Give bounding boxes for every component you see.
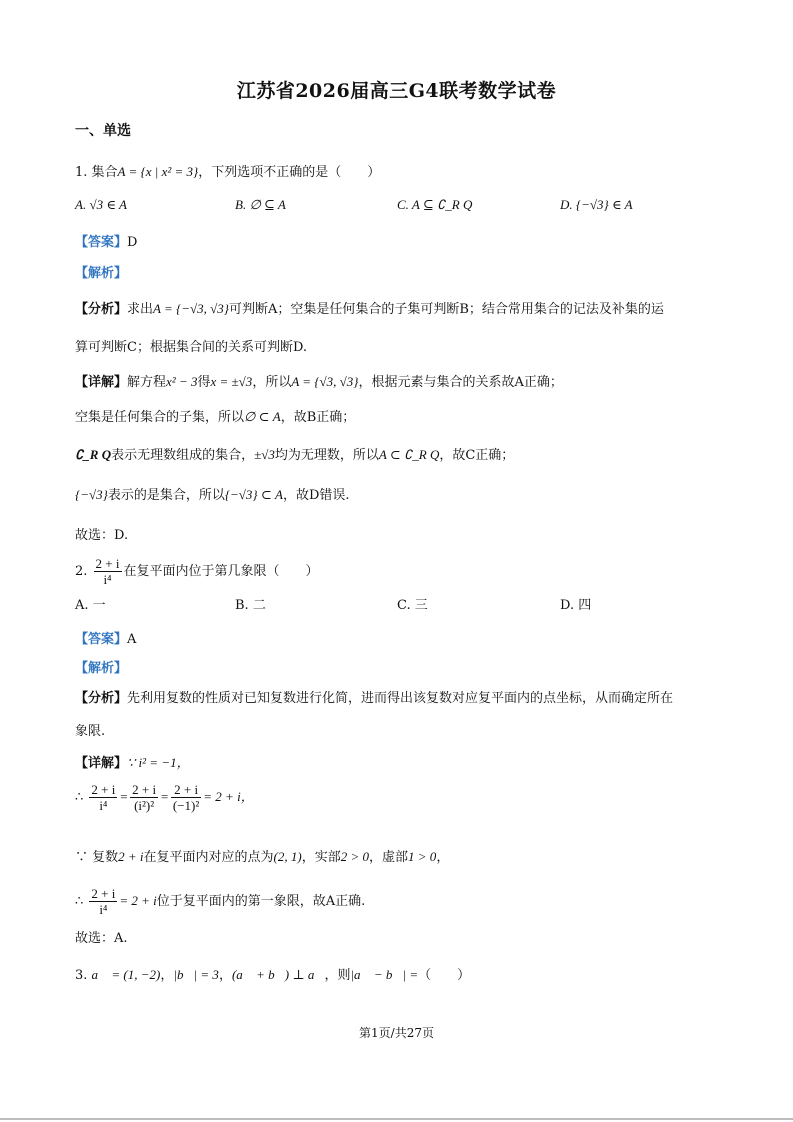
q1-d1-text-a: 解方程 <box>127 375 167 390</box>
q2-fenxi-line-2: 象限. <box>75 724 106 739</box>
q2-fenxi-text: 先利用复数的性质对已知复数进行化简，进而得出该复数对应复平面内的点坐标，从而确定所在 <box>127 691 674 706</box>
q1-answer-value: D <box>127 235 138 250</box>
analysis-tag: 【解析】 <box>75 266 128 281</box>
q3-stem <box>75 966 470 985</box>
q2-answer <box>75 631 136 649</box>
q2-d3-math-1: 2 + i <box>118 849 144 864</box>
q3-math-3: (a⃗ + b⃗) ⊥ a⃗ <box>231 967 325 982</box>
fraction-denominator: (i²)² <box>134 798 155 813</box>
q1-fenxi-text-a: 求出 <box>127 302 154 317</box>
q1-option-c: C. A ⊆ ∁_R Q <box>397 197 473 212</box>
q1-d2-math: ∅ ⊂ A <box>244 409 281 424</box>
fraction-numerator: 2 + i <box>132 782 157 797</box>
q1-d4-math-1: {−√3} <box>75 487 108 502</box>
fraction-denominator: (−1)² <box>172 798 200 813</box>
q1-d4-text-a: 表示的是集合，所以 <box>107 488 225 503</box>
q1-analysis-heading <box>75 265 127 283</box>
q1-fenxi-set: A = {−√3, √3} <box>153 301 229 316</box>
fraction-numerator: 2 + i <box>95 556 120 571</box>
q3-sep-3: ，则 <box>324 968 351 983</box>
q2-option-a: A. 一 <box>75 598 106 613</box>
detail-tag: 【详解】 <box>75 756 128 771</box>
q1-d4-math-2: {−√3} ⊂ A <box>224 487 283 502</box>
equals-sign: = <box>160 789 169 804</box>
fraction-numerator: 2 + i <box>171 782 201 798</box>
q3-sep-1: ， <box>160 968 174 983</box>
q2-fraction-1 <box>89 782 117 813</box>
q1-conclusion: 故选：D. <box>75 528 129 543</box>
q1-d1-equation: x² − 3 <box>166 374 198 389</box>
q1-d1-set: A = {√3, √3} <box>291 374 359 389</box>
fenxi-tag: 【分析】 <box>75 691 128 706</box>
fraction-numerator: 2 + i <box>91 782 116 797</box>
q2-conclusion: 故选：A. <box>75 931 128 946</box>
q3-math-2: |b⃗| = 3 <box>173 967 219 982</box>
q1-detail-line-2 <box>75 408 355 427</box>
fraction-denominator: i⁴ <box>99 798 108 813</box>
q1-d3-text-c: ，故C正确； <box>439 448 515 463</box>
q2-d3-text-b: 在复平面内对应的点为 <box>143 850 274 865</box>
q1-stem-pre: 1. 集合 <box>75 165 118 180</box>
section-heading: 一、单选 <box>75 123 131 139</box>
q2-d4-math: = 2 + i <box>119 893 157 908</box>
q1-d2-text-a: 空集是任何集合的子集，所以 <box>75 410 245 425</box>
equals-sign: = <box>119 789 129 804</box>
q2-d4-text: 位于复平面内的第一象限，故A正确. <box>156 894 366 909</box>
therefore-symbol: ∴ <box>75 894 84 909</box>
therefore-symbol: ∴ <box>75 790 84 805</box>
q2-answer-value: A <box>127 632 137 647</box>
q1-option-a: A. √3 ∈ A <box>75 197 127 212</box>
q1-d1-text-b: 得 <box>197 375 211 390</box>
q2-number: 2. <box>75 564 88 579</box>
q1-d2-text-b: ，故B正确； <box>280 410 356 425</box>
q2-d3-text-c: ，实部 <box>301 850 341 865</box>
q1-d3-text-a: 表示无理数组成的集合， <box>111 448 255 463</box>
q1-d3-math-2: ±√3 <box>254 447 275 462</box>
fraction-denominator: i⁴ <box>99 902 108 917</box>
q3-sep-4: （ ） <box>418 968 471 983</box>
q1-option-d: D. {−√3} ∈ A <box>560 197 633 212</box>
q2-fraction-4 <box>89 886 117 917</box>
q2-fenxi-line-1 <box>75 690 673 708</box>
q1-d4-text-b: ，故D错误. <box>282 488 350 503</box>
q2-stem <box>75 556 319 587</box>
q1-stem-post: ，下列选项不正确的是（ ） <box>198 165 381 180</box>
page-footer: 第1页/共27页 <box>359 1026 434 1040</box>
q2-detail-line-1 <box>75 754 190 773</box>
q2-d3-text-d: ，虚部 <box>369 850 409 865</box>
q2-analysis-heading <box>75 660 127 678</box>
q2-d1-math: ∵ i² = −1， <box>127 755 190 770</box>
q2-option-c: C. 三 <box>397 598 428 613</box>
q3-math-1: a⃗ = (1, −2) <box>91 967 161 982</box>
q1-detail-line-1 <box>75 373 563 392</box>
q1-stem <box>75 163 380 182</box>
q1-option-b: B. ∅ ⊆ A <box>235 197 286 212</box>
q2-d3-math-3: 2 > 0 <box>340 849 370 864</box>
q2-d3-text-e: ， <box>436 850 450 865</box>
bottom-divider <box>0 1118 793 1120</box>
q1-set-expression: A = {x | x² = 3} <box>117 164 199 179</box>
q2-detail-line-3 <box>75 848 449 867</box>
q2-fraction-3 <box>171 782 201 813</box>
q1-fenxi-text-b: 可判断A；空集是任何集合的子集可判断B；结合常用集合的记法及补集的运 <box>228 302 664 317</box>
q1-d3-math-3: A ⊂ ∁_R Q <box>378 447 440 462</box>
q1-d1-solution: x = ±√3 <box>210 374 253 389</box>
fraction-denominator: i⁴ <box>103 572 112 587</box>
analysis-tag: 【解析】 <box>75 661 128 676</box>
q2-fraction-2 <box>130 782 158 813</box>
fraction-numerator: 2 + i <box>91 886 116 901</box>
q1-detail-line-3 <box>75 446 514 465</box>
q1-d3-math-1: ∁_R Q <box>75 447 112 462</box>
q2-option-b: B. 二 <box>235 598 266 613</box>
page-title: 江苏省2026届高三G4联考数学试卷 <box>236 80 557 102</box>
q2-d2-result: = 2 + i， <box>203 789 254 804</box>
q1-d1-text-d: ，根据元素与集合的关系故A正确； <box>358 375 563 390</box>
q3-number: 3. <box>75 968 88 983</box>
q2-stem-text: 在复平面内位于第几象限（ ） <box>123 564 319 579</box>
q2-d3-math-4: 1 > 0 <box>408 849 437 864</box>
q1-detail-line-4 <box>75 486 350 505</box>
fenxi-tag: 【分析】 <box>75 302 128 317</box>
q1-d3-text-b: 均为无理数，所以 <box>274 448 379 463</box>
q1-answer <box>75 234 137 252</box>
detail-tag: 【详解】 <box>75 375 128 390</box>
q3-sep-2: ， <box>218 968 232 983</box>
answer-tag: 【答案】 <box>75 632 128 647</box>
q3-math-4: |a⃗ − b⃗| = <box>350 967 419 982</box>
q2-option-d: D. 四 <box>560 598 592 613</box>
q1-fenxi-line-1 <box>75 300 664 319</box>
q2-detail-line-2 <box>75 782 254 813</box>
q2-stem-fraction <box>94 556 122 587</box>
q2-detail-line-4 <box>75 886 365 917</box>
q2-d3-text-a: ∵ 复数 <box>75 850 119 865</box>
q2-d3-math-2: (2, 1) <box>273 849 302 864</box>
q1-fenxi-line-2: 算可判断C；根据集合间的关系可判断D. <box>75 340 308 355</box>
answer-tag: 【答案】 <box>75 235 128 250</box>
q1-d1-text-c: ，所以 <box>252 375 292 390</box>
